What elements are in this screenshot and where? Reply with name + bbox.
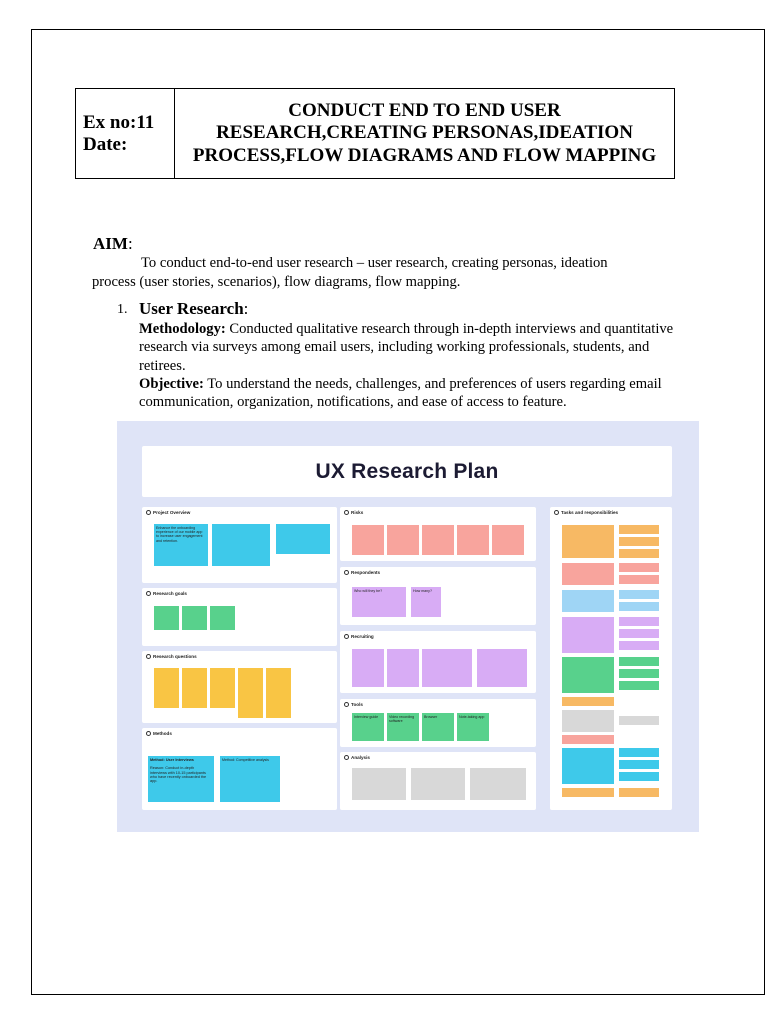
sticky-note <box>411 768 465 800</box>
ux-research-plan-image <box>117 421 699 832</box>
board-title-card <box>142 446 672 497</box>
sticky-note <box>212 524 270 566</box>
task-sticky <box>562 590 614 612</box>
goal-sticky: Enhance the onboarding experience of our mobile app to increase user engagement and retention. <box>154 524 208 566</box>
task-sticky <box>562 617 614 653</box>
panel-title: Respondents <box>351 570 381 575</box>
task-sticky <box>619 669 659 678</box>
task-sticky <box>562 657 614 693</box>
method-sticky: Method: User Interviews Reason: Conduct in-depth interviews with 10-15 participants who have recently onboarded the app. <box>148 756 214 802</box>
task-sticky <box>619 549 659 558</box>
sticky-note <box>210 668 235 708</box>
sticky-note <box>422 525 454 555</box>
risks-panel <box>340 507 536 561</box>
panel-title: Tasks and responsibilities <box>561 510 619 515</box>
method-sticky: Method: Competitive analysis <box>220 756 280 802</box>
analysis-panel <box>340 752 536 810</box>
exercise-header-table <box>75 88 675 179</box>
task-sticky <box>619 748 659 757</box>
sticky-note <box>492 525 524 555</box>
tasks-panel <box>550 507 672 810</box>
info-icon <box>344 634 349 639</box>
task-sticky <box>619 657 659 666</box>
task-sticky <box>619 629 659 638</box>
tool-sticky: Note-taking app <box>457 713 489 741</box>
panel-title: Project Overview <box>153 510 191 515</box>
info-icon <box>146 654 151 659</box>
panel-title: Recruiting <box>351 634 374 639</box>
info-icon <box>344 755 349 760</box>
sticky-note <box>387 525 419 555</box>
sticky-note <box>387 649 419 687</box>
research-questions-panel <box>142 651 337 723</box>
info-icon <box>554 510 559 515</box>
panel-title: Tools <box>351 702 363 707</box>
who-sticky: Who will they be? <box>352 587 406 617</box>
section-body <box>139 320 699 411</box>
exercise-title: CONDUCT END TO END USER RESEARCH,CREATING PERSONAS,IDEATION PROCESS,FLOW DIAGRAMS AND FLOW MAPPING <box>192 99 657 166</box>
task-sticky <box>619 590 659 599</box>
how-many-sticky: How many? <box>411 587 441 617</box>
exercise-number: Ex no:11 <box>83 111 155 133</box>
section-number: 1. <box>117 302 128 317</box>
panel-title: Methods <box>153 731 172 736</box>
sticky-note <box>210 606 235 630</box>
sticky-note <box>266 668 291 718</box>
exercise-info-cell <box>76 89 175 178</box>
sticky-note <box>154 668 179 708</box>
info-icon <box>146 510 151 515</box>
task-sticky <box>619 760 659 769</box>
sticky-note <box>182 668 207 708</box>
task-sticky <box>619 681 659 690</box>
task-sticky <box>619 563 659 572</box>
project-overview-panel <box>142 507 337 583</box>
sticky-note <box>352 649 384 687</box>
methodology-paragraph: Methodology: Conducted qualitative research through in-depth interviews and quantitative research via surveys among email users, including working professionals, students, and retirees. <box>139 321 674 374</box>
tool-sticky: Video recording software <box>387 713 419 741</box>
task-sticky <box>562 748 614 784</box>
info-icon <box>146 591 151 596</box>
panel-title: Research goals <box>153 591 187 596</box>
board-title: UX Research Plan <box>315 459 499 483</box>
sticky-note <box>154 606 179 630</box>
task-sticky <box>562 788 614 797</box>
sticky-note <box>352 525 384 555</box>
task-sticky <box>619 537 659 546</box>
aim-heading: AIM: <box>93 234 133 253</box>
sticky-note <box>457 525 489 555</box>
research-goals-panel <box>142 588 337 646</box>
task-sticky <box>619 716 659 725</box>
task-sticky <box>562 563 614 585</box>
info-icon <box>344 510 349 515</box>
exercise-date-label: Date: <box>83 133 128 155</box>
sticky-note <box>352 768 406 800</box>
info-icon <box>146 731 151 736</box>
task-sticky <box>619 602 659 611</box>
panel-title: Risks <box>351 510 364 515</box>
sticky-note <box>422 649 472 687</box>
task-sticky <box>619 641 659 650</box>
tools-panel <box>340 699 536 747</box>
tool-sticky: Interview guide <box>352 713 384 741</box>
info-icon <box>344 570 349 575</box>
task-sticky <box>619 772 659 781</box>
aim-text: To conduct end-to-end user research – user research, creating personas, ideation process (user stories, scenarios), flow diagrams, flow mapping. <box>92 255 608 290</box>
task-sticky <box>562 735 614 744</box>
task-sticky <box>619 525 659 534</box>
task-sticky <box>562 697 614 706</box>
sticky-note <box>470 768 526 800</box>
sticky-note <box>477 649 527 687</box>
methods-panel <box>142 728 337 810</box>
task-sticky <box>619 617 659 626</box>
recruiting-panel <box>340 631 536 693</box>
panel-title: Analysis <box>351 755 370 760</box>
task-sticky <box>562 710 614 732</box>
task-sticky <box>619 575 659 584</box>
panel-title: Research questions <box>153 654 197 659</box>
sticky-note <box>276 524 330 554</box>
tool-sticky: Browser <box>422 713 454 741</box>
sticky-note <box>238 668 263 718</box>
sticky-note <box>182 606 207 630</box>
task-sticky <box>619 788 659 797</box>
info-icon <box>344 702 349 707</box>
respondents-panel <box>340 567 536 625</box>
objective-paragraph: Objective: To understand the needs, challenges, and preferences of users regarding email communication, organization, notifications, and ease of access to feature. <box>139 375 662 411</box>
task-sticky <box>562 525 614 558</box>
section-title: User Research: <box>139 299 249 318</box>
